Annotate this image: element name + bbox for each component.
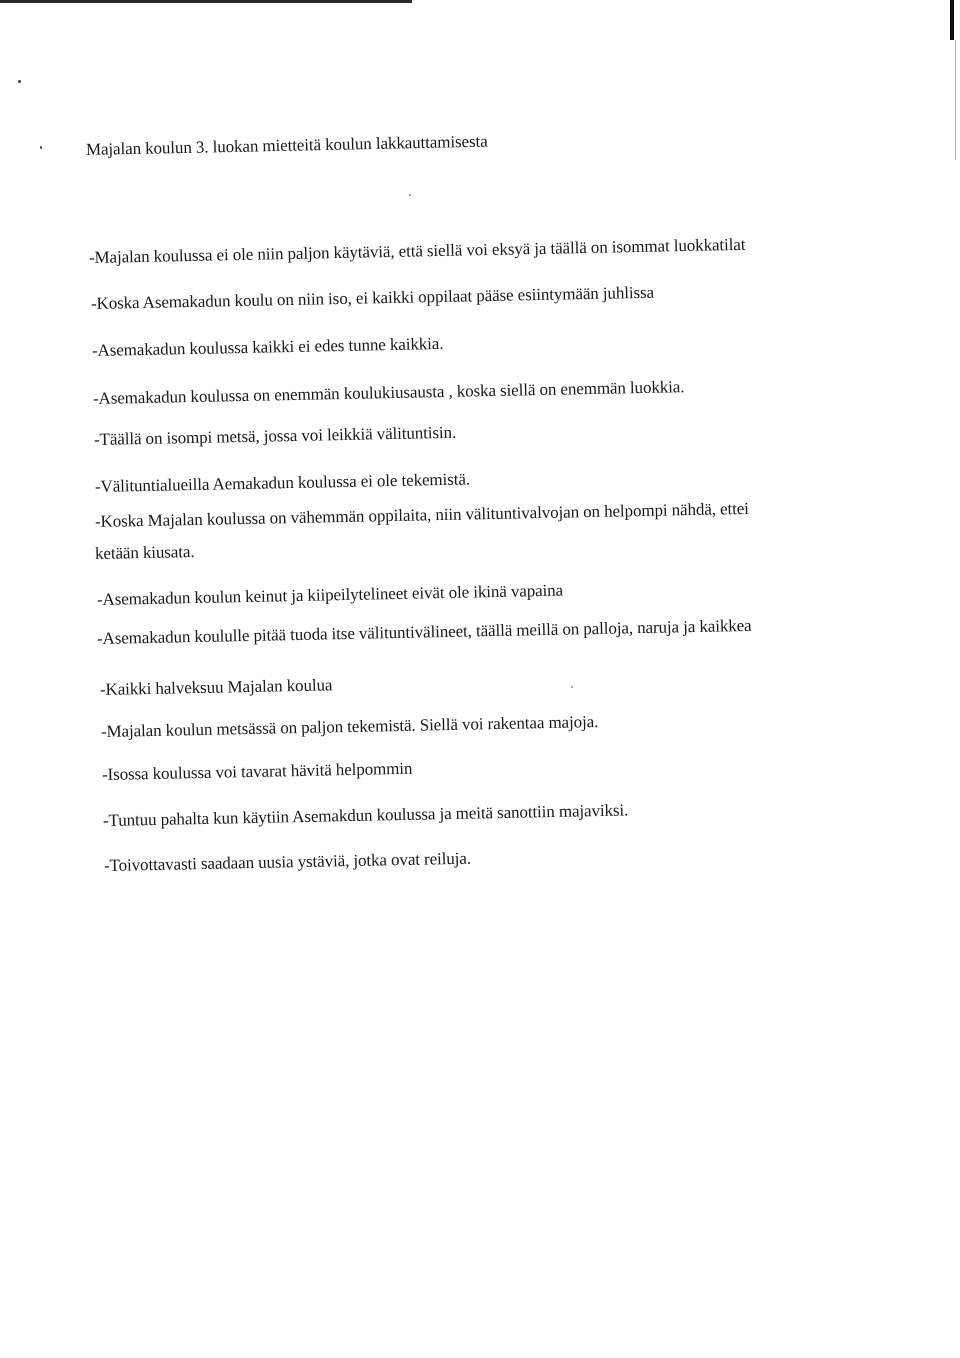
opinion-line: -Asemakadun koulussa kaikki ei edes tunne kaikkia. [91,333,444,360]
opinion-line: -Välituntialueilla Aemakadun koulussa ei ole tekemistä. [94,469,471,496]
opinion-line: -Majalan koulun metsässä on paljon tekemistä. Siellä voi rakentaa majoja. [100,712,599,741]
opinion-line: -Toivottavasti saadaan uusia ystäviä, jotka ovat reiluja. [103,848,472,875]
opinion-line: -Kaikki halveksuu Majalan koulua [99,675,333,699]
opinion-line: -Isossa koulussa voi tavarat hävitä helpommin [101,758,413,784]
opinion-line: -Koska Majalan koulussa on vähemmän oppilaita, niin välituntivalvojan on helpompi nähdä, ettei [94,498,749,531]
opinion-line: -Asemakadun koulussa on enemmän koulukiusausta , koska siellä on enemmän luokkia. [92,377,685,408]
opinion-line: -Asemakadun koulun keinut ja kiipeilytelineet eivät ole ikinä vapaina [96,580,564,609]
opinion-line: -Koska Asemakadun koulu on niin iso, ei kaikki oppilaat pääse esiintymään juhlissa [90,282,655,313]
opinion-line: -Tuntuu pahalta kun käytiin Asemakdun koulussa ja meitä sanottiin majaviksi. [102,800,629,830]
opinion-line-continuation: ketään kiusata. [94,542,195,563]
opinion-line: -Täällä on isompi metsä, jossa voi leikkiä välituntisin. [93,422,457,449]
opinion-line: -Asemakadun koululle pitää tuoda itse välituntivälineet, täällä meillä on palloja, naruja ja kaikkea [96,615,752,648]
opinion-line: -Majalan koulussa ei ole niin paljon käytäviä, että siellä voi eksyä ja täällä on isommat luokkatilat [88,234,746,267]
document-title: Majalan koulun 3. luokan mietteitä koulun lakkauttamisesta [85,131,488,159]
